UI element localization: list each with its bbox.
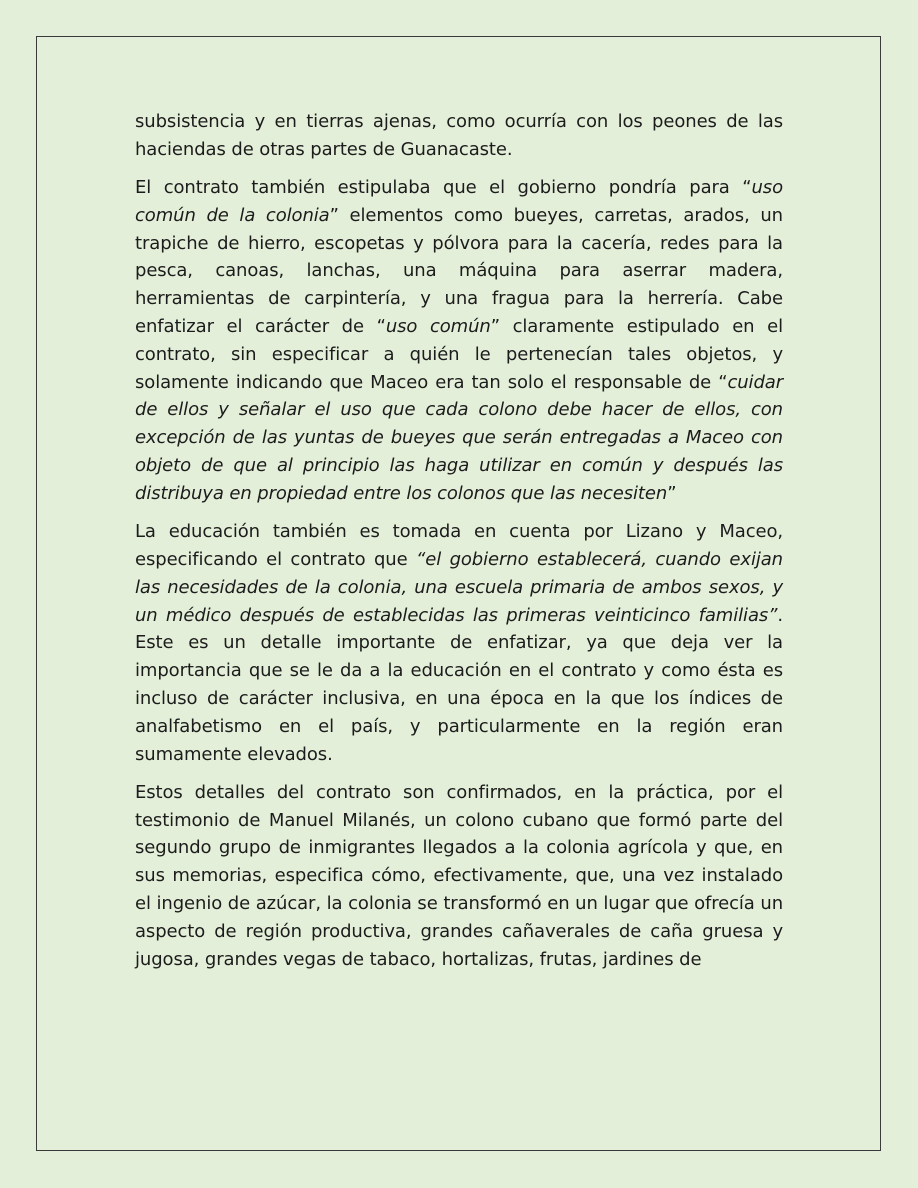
- paragraph-text: El contrato también estipulaba que el gobierno pondría para “: [135, 177, 752, 199]
- paragraph-text: ” claramente estipulado en el contrato, sin especificar a quién le pertenecían tales objetos, y solamente indicando que Maceo era tan solo el responsable de “: [135, 316, 783, 393]
- italic-quote: uso común de la colonia: [135, 177, 783, 226]
- paragraph-3: [135, 518, 783, 768]
- paragraph-text: Estos detalles del contrato son confirmados, en la práctica, por el testimonio de Manuel Milanés, un colono cubano que formó parte del segundo grupo de inmigrantes llegados a la colonia agrícola y que, en sus memorias, especifica cómo, efectivamente, que, una vez instalado el ingenio de azúcar, la colonia se transformó en un lugar que ofrecía un aspecto de región productiva, grandes cañaverales de caña gruesa y jugosa, grandes vegas de tabaco, hortalizas, frutas, jardines de: [135, 781, 783, 970]
- document-body: [135, 108, 783, 973]
- paragraph-text: subsistencia y en tierras ajenas, como ocurría con los peones de las haciendas de otras partes de Guanacaste.: [135, 111, 783, 160]
- paragraph-1: [135, 108, 783, 164]
- paragraph-text: . Este es un detalle importante de enfatizar, ya que deja ver la importancia que se le da a la educación en el contrato y como ésta es incluso de carácter inclusiva, en una época en la que los índices de analfabetismo en el país, y particularmente en la región eran sumamente elevados.: [135, 604, 783, 765]
- paragraph-text: ”: [667, 482, 677, 504]
- italic-quote: uso común: [385, 316, 491, 338]
- italic-quote: cuidar de ellos y señalar el uso que cada colono debe hacer de ellos, con excepción de las yuntas de bueyes que serán entregadas a Maceo con objeto de que al principio las haga utilizar en común y después las distribuya en propiedad entre los colonos que las necesiten: [135, 371, 783, 504]
- paragraph-4: [135, 779, 783, 974]
- paragraph-text: La educación también es tomada en cuenta por Lizano y Maceo, especificando el contrato que: [135, 521, 783, 570]
- paragraph-text: ” elementos como bueyes, carretas, arados, un trapiche de hierro, escopetas y pólvora para la cacería, redes para la pesca, canoas, lanchas, una máquina para aserrar madera, herramientas de carpintería, y una fragua para la herrería. Cabe enfatizar el carácter de “: [135, 204, 783, 338]
- italic-quote: “el gobierno establecerá, cuando exijan las necesidades de la colonia, una escuela primaria de ambos sexos, y un médico después de establecidas las primeras veinticinco familias”: [135, 548, 783, 626]
- paragraph-2: [135, 174, 783, 508]
